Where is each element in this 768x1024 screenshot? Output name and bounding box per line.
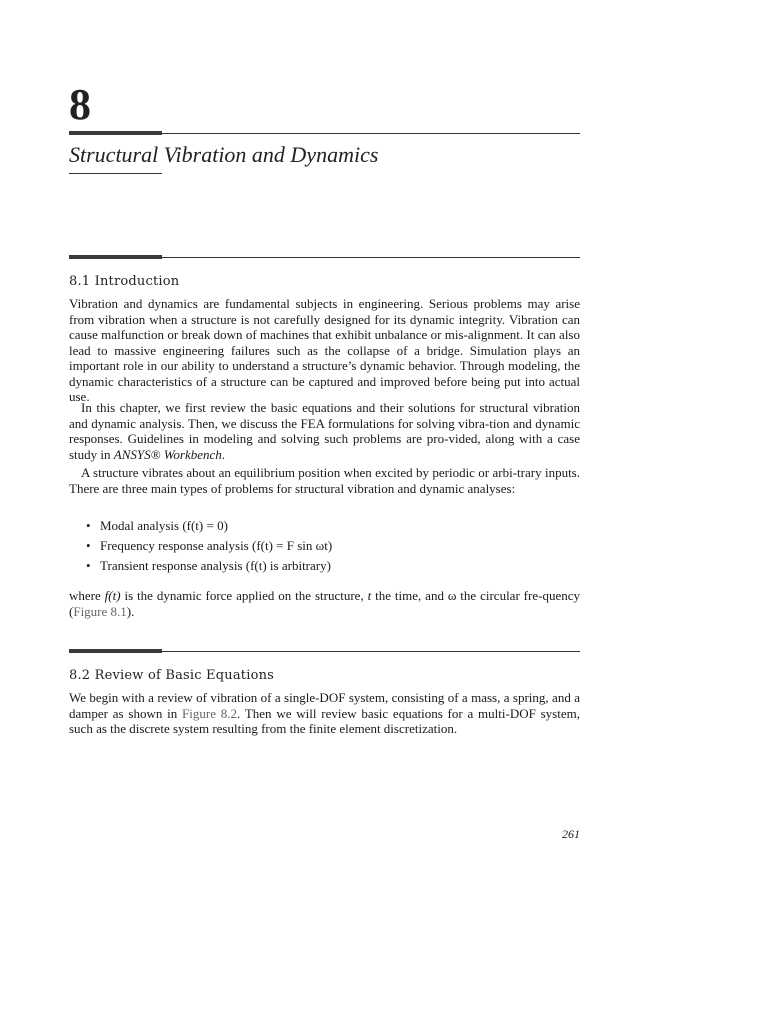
list-item: • Frequency response analysis (f(t) = F sin ωt) — [86, 538, 333, 553]
chapter-number: 8 — [69, 80, 91, 129]
chapter-title-underline — [69, 173, 162, 174]
review-paragraph-1 — [69, 690, 580, 737]
intro-paragraph-4 — [69, 588, 580, 619]
section-heading-introduction: 8.1 Introduction — [69, 274, 180, 289]
intro-paragraph-3: A structure vibrates about an equilibrium position when excited by periodic or arbi-trary inputs. There are three main types of problems for structural vibration and dynamic analyses: — [69, 465, 580, 496]
page-number: 261 — [562, 827, 580, 841]
symbol-ft: f(t) — [104, 588, 121, 603]
section-rule-thick — [69, 649, 162, 653]
text-run: . Then we will review basic equations for a multi-DOF system, such as the discrete system resulting from the finite element discretization. — [69, 705, 580, 736]
intro-paragraph-1: Vibration and dynamics are fundamental subjects in engineering. Serious problems may arise from vibration when a structure is not carefully designed for its dynamic integrity. Vibration can cause malfunction or break down of machines that exhibit unbalance or mis-alignment. It can also lead to massive engineering failures such as the collapse of a bridge. Simulation plays an important role in our ability to understand a structure’s dynamic behavior. Through modeling, the dynamic characteristics of a structure can be captured and improved before being put into actual use. — [69, 296, 580, 404]
ansys-workbench-product: ANSYS® Workbench — [113, 446, 222, 462]
list-item-text: Frequency response analysis (f(t) = F sin ωt) — [100, 538, 333, 553]
text-run: ). — [126, 603, 135, 619]
chapter-rule-thick — [69, 131, 162, 135]
list-item-text: Transient response analysis (f(t) is arbitrary) — [100, 558, 331, 573]
chapter-title: Structural Vibration and Dynamics — [69, 142, 379, 167]
intro-paragraph-2-text: In this chapter, we first review the basic equations and their solutions for structural vibration and dynamic analysis. Then, we discuss the FEA formulations for solving vibra-tion and dynamic responses. Guidelines in modeling and solving such problems are pro-vided, along with a case study in — [69, 400, 580, 462]
list-item-text: Modal analysis (f(t) = 0) — [100, 518, 228, 533]
text-run: We begin with a review of vibration of a single-DOF system, consisting of a mass, a spring, and a damper as shown in — [69, 690, 580, 721]
figure-8-2-link[interactable]: Figure 8.2 — [182, 705, 238, 721]
intro-paragraph-2-end: . — [221, 446, 226, 462]
text-run: is the dynamic force applied on the structure, — [120, 588, 368, 603]
text-run: the time, and ω the circular fre-quency ( — [69, 588, 580, 619]
section-rule-thin — [162, 651, 580, 652]
intro-paragraph-2 — [69, 400, 580, 462]
chapter-rule-thin — [162, 133, 580, 134]
list-item: • Modal analysis (f(t) = 0) — [86, 518, 228, 533]
analysis-types-list — [86, 516, 586, 576]
symbol-t: t — [367, 588, 372, 603]
section-rule-thin — [162, 257, 580, 258]
section-heading-review: 8.2 Review of Basic Equations — [69, 668, 275, 683]
list-item: • Transient response analysis (f(t) is arbitrary) — [86, 558, 331, 573]
figure-8-1-link[interactable]: Figure 8.1 — [73, 603, 127, 619]
text-run: where — [69, 588, 105, 603]
section-rule-thick — [69, 255, 162, 259]
